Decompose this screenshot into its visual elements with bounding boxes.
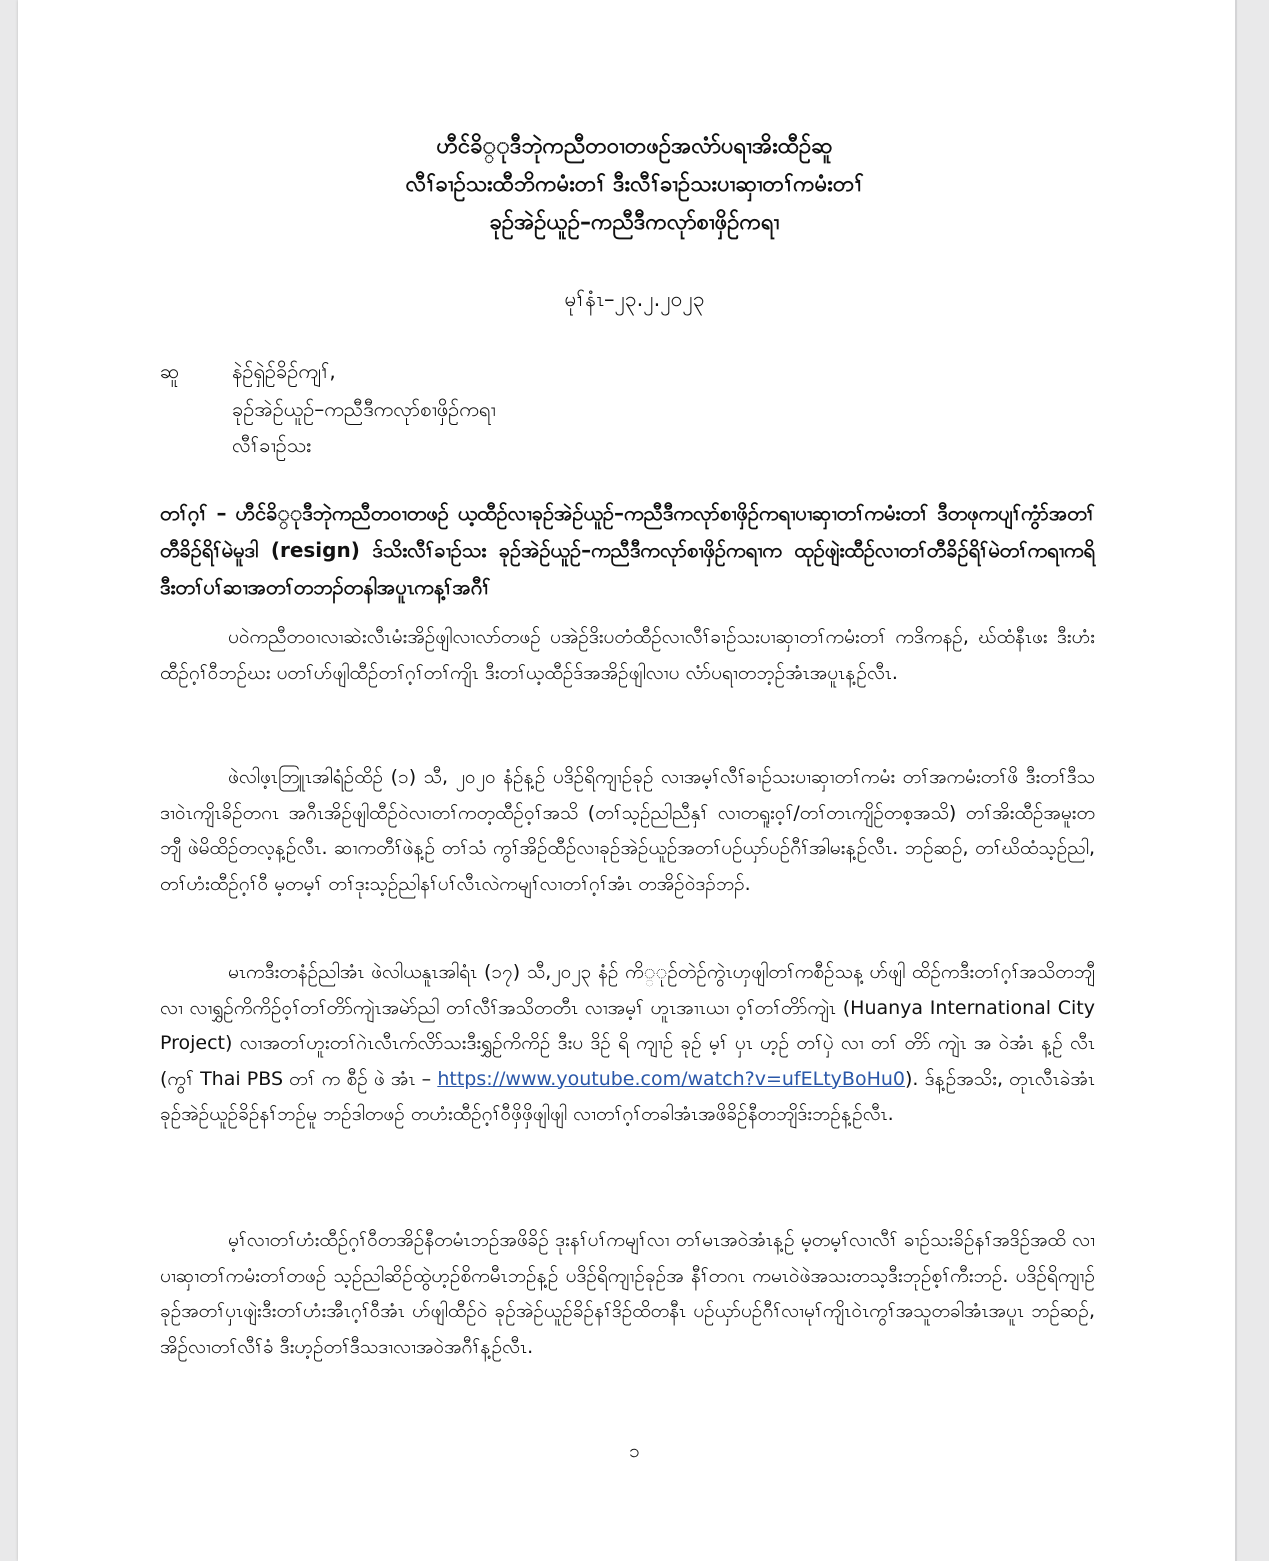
address-line-1: နဲဉ်ရှဲဉ်ခိဉ်ကျၢ်, [232,359,336,383]
address-line-2: ခုဉ်အဲဉ်ယူဉ်–ကညီဒီကလုာ်စၢဖှိဉ်ကရၢ [232,397,496,421]
body-paragraph-2: ဖဲလါဖ့ၤဘြူၤအါရံဉ်ထိဉ် (၁) သီ, ၂၀၂၀ နံဉ်န့ဉ် ပဒိဉ်ရိကျၢဉ်ခုဉ် လၢအမ့ၢ်လီၢ်ခၢဉ်သးပၢဆှၢတၢ်ကမံး တၢ်အကမံးတၢ်ဖိ ဒီးတၢ်ဒီသဒၢဝဲၤကျိၤခိဉ်တဂၤ အဂီၤအိဉ်ဖျါထီဉ်ဝဲလၢတၢ်ကတ့ထီဉ်ဝ့ၢ်အသိ (တၢ်သ့ဉ်ညါညီနှၢ် လၢတရူးဝ့ၢ်/တၢ်တၤကျိဉ်တစ့အသိ) တၢ်အိးထီဉ်အမူးတဘျီ ဖဲမိထိဉ်တလ့န့ဉ်လီၤ. ဆၢကတီၢ်ဖဲန့ဉ် တၢ်သံ ကွၢ်အိဉ်ထီဉ်လၢခုဉ်အဲဉ်ယူဉ်အတၢ်ပဉ်ယှာ်ပဉ်ဂီၢ်အါမးန့ဉ်လီၤ. ဘဉ်ဆဉ်, တၢ်ဃိထံသ့ဉ်ညါ, တၢ်ဟံးထီဉ်ဂ့ၢ်ဝီ မ့တမ့ၢ် တၢ်ဒုးသ့ဉ်ညါနၢ်ပၢ်လီၤလဲကမျၢ်လၢတၢ်ဂ့ၢ်အံၤ တအိဉ်ဝဲဒၣ်ဘၣ်. [160,766,1095,895]
letter-date: မုၢ်နံၤ–၂၃.၂.၂၀၂၃ [564,287,705,311]
body-paragraph-4: မ့ၢ်လၢတၢ်ဟံးထီဉ်ဂ့ၢ်ဝီတအိဉ်နီတမံၤဘဉ်အဖိခိဉ် ဒုးနၢ်ပၢ်ကမျၢ်လၢ တၢ်မၤအဝဲအံၤန့ဉ် မ့တမ့ၢ်လၢလီၢ် ခၢဉ်သးခိဉ်နၢ်အဒိဉ်အထိ လၢပၢဆှၢတၢ်ကမံးတၢ်တဖဉ် သ့ဉ်ညါဆိဉ်ထွဲဟ့ဉ်စိကမီၤဘဉ်န့ဉ် ပဒိဉ်ရိကျၢဉ်ခုဉ်အ နီၢ်တဂၤ ကမၤဝဲဖဲအသးတသ့ဒီးဘုဉ်စ့ၢ်ကီးဘဉ်. ပဒိဉ်ရိကျၢဉ်ခုဉ်အတၢ်ပှၤဖျဲးဒီးတၢ်ဟံးအီၤဂ့ၢ်ဝီအံၤ ဟ်ဖျါထီဉ်ဝဲ ခုဉ်အဲဉ်ယူဉ်ခိဉ်နၢ်ဒိဉ်ထိတနီၤ ပဉ်ယှာ်ပဉ်ဂီၢ်လၢမုၢ်ကျိၤဝဲၤကွၢ်အသူတခါအံၤအပူၤ ဘဉ်ဆဉ်, အိဉ်လၢတၢ်လီၢ်ခံ ဒီးဟ့ဉ်တၢ်ဒီသဒၢလၢအဝဲအဂီၢ်န့ဉ်လီၤ. [160,1229,1095,1358]
body-paragraph-3 [160,955,1095,1133]
page-number: ၁ [629,1440,640,1462]
address-line-3: လီၢ်ခၢဉ်သး [232,433,312,457]
letterhead-line-1: ဟီင်ခိ္ုဒီဘုဲကညီတဝၢတဖဉ်အလံာ်ပရၢအိးထီဉ်ဆူ [436,134,833,159]
youtube-link[interactable]: https://www.youtube.com/watch?v=ufELtyBoHu0 [437,1067,905,1090]
paragraph-3-text-a: မၤကဒီးတနံဉ်ညါအံၤ ဖဲလါယနူၤအါရံၤ (၁၇) သီ,၂၀၂၃ နံဉ် ကိ္ုဉ်တဲဉ်ကွဲၤဟှဖျါတၢ်ကစီဉ်သန့ ဟ်ဖျါ ထိဉ်ကဒီးတၢ်ဂ့ၢ်အသိတဘျီလၢ လၢရွှဉ်ကိကိဉ်ဝ့ၢ်တၢ်တိာ်ကျဲၤအမဲာ်ညါ တၢ်လီၢ်အသိတတီၤ လၢအမ့ၢ် ဟူၤအၢၤယၢ ဝ့ၢ်တၢ်တိာ်ကျဲၤ (Huanya International City Project) လၢအတၢ်ဟူးတၢ်ဂဲၤလီၤက်လိာ်သးဒီးရွှဉ်ကိကိဉ် ဒီးပ ဒိဉ် ရိ ကျၢဉ် ခုဉ် မ့ၢ် ပှၤ ဟ့ဉ် တၢ်ပှဲ လၢ တၢ် တိာ် ကျဲၤ အ ဝဲအံၤ န့ဉ် လီၤ (ကွၢ် Thai PBS တၢ် က စီဉ် ဖဲ အံၤ – [160,961,1095,1090]
letter-subject: တၢ်ဂ့ၢ် – ဟီင်ခိ္ုဒီဘုဲကညီတဝၢတဖဉ် ယ့ထီဉ်လၢခုဉ်အဲဉ်ယူဉ်–ကညီဒီကလုာ်စၢဖှိဉ်ကရၢပၢဆှၢတၢ်ကမံးတၢ် ဒီတဖုကပျၢ်ကွံာ်အတၢ်တီခိဉ်ရိၢ်မဲမူဒါ (resign) ဒ်သိးလီၢ်ခၢဉ်သး ခုဉ်အဲဉ်ယူဉ်–ကညီဒီကလုာ်စၢဖှိဉ်ကရၢက ထုဉ်ဖျဲးထီဉ်လၢတၢ်တီခိဉ်ရိၢ်မဲတၢ်ကရၢကရိ ဒီးတၢ်ပၢ်ဆၢအတၢ်တဘၣ်တနါအပူၤကန့ၢ်အဂီၢ် [160,501,1095,599]
paragraph-3-text-b: ). ဒ်န့ဉ်အသိး, တုၤလီၤခဲအံၤခုဉ်အဲဉ်ယူဉ်ခိဉ်နၢ်ဘဉ်မူ ဘဉ်ဒါတဖဉ် တဟံးထီဉ်ဂ့ၢ်ဝီဖှိဖှိဖျါဖျါ လၢတၢ်ဂ့ၢ်တခါအံၤအဖိခိဉ်နီတဘျိဒ်းဘဉ်န့ဉ်လီၤ. [160,1067,1095,1125]
letterhead-line-2: လီၢ်ခၢဉ်သးထီဘိကမံးတၢ် ဒီးလီၢ်ခၢဉ်သးပၢဆှၢတၢ်ကမံးတၢ် [405,172,864,197]
letterhead-line-3: ခုဉ်အဲဉ်ယူဉ်–ကညီဒီကလုာ်စၢဖှိဉ်ကရၢ [489,210,780,235]
address-to-label: ဆူ [160,359,180,383]
body-paragraph-1: ပဝဲကညီတဝၢလၢဆဲးလီၤမံးအိဉ်ဖျါလၢလာ်တဖဉ် ပအဲဉ်ဒိးပတံထီဉ်လၢလီၢ်ခၢဉ်သးပၢဆှၢတၢ်ကမံးတၢ် ကဒိကနဉ်, ဃ်ထံနီၤဖး ဒီးဟံးထီဉ်ဂ့ၢ်ဝီဘဉ်ဃး ပတၢ်ဟ်ဖျါထီဉ်တၢ်ဂ့ၢ်တၢ်ကျိၤ ဒီးတၢ်ယ့ထီဉ်ဒ်အအိဉ်ဖျါလၢပ လံာ်ပရၢတဘ့ဉ်အံၤအပူၤန့ဉ်လီၤ. [160,626,1095,684]
